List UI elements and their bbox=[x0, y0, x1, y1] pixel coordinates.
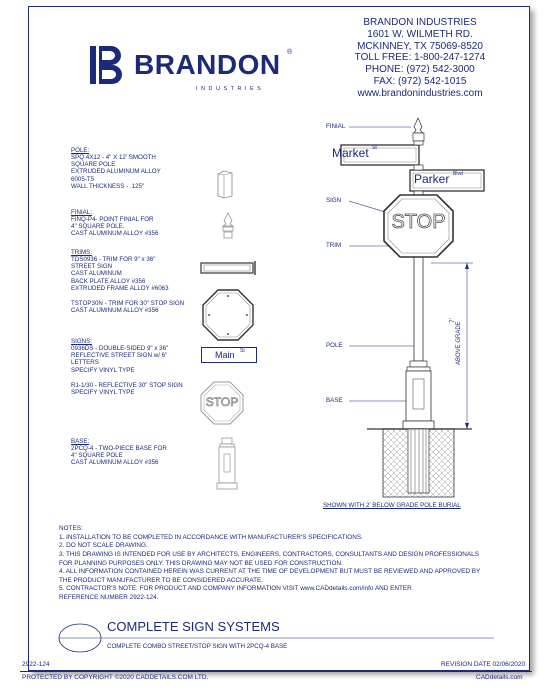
footer-divider bbox=[20, 671, 532, 672]
copyright-notice: PROTECTED BY COPYRIGHT ©2020 CADDETAILS.COM LTD. bbox=[22, 674, 209, 681]
note-line: 4. ALL INFORMATION CONTAINED HEREIN WAS CURRENT AT THE TIME OF DEVELOPMENT BUT MUST BE REVIEWED AND APPROVED BY bbox=[59, 568, 481, 576]
base-spec bbox=[71, 438, 167, 467]
spec-line: LETTERS bbox=[71, 359, 99, 367]
sign-assembly-drawing bbox=[307, 107, 497, 507]
logo-subtitle: INDUSTRIES bbox=[196, 86, 265, 92]
trims-spec bbox=[71, 249, 184, 314]
spec-line: SPECIFY VINYL TYPE bbox=[71, 366, 135, 374]
note-line: 2. DO NOT SCALE DRAWING. bbox=[59, 542, 148, 550]
title-block-title: COMPLETE SIGN SYSTEMS bbox=[107, 619, 280, 634]
note-line: THE PRODUCT MANUFACTURER TO BE CONSIDERED ACCURATE. bbox=[59, 576, 264, 584]
street-sign-parker-suffix: Blvd bbox=[453, 171, 463, 177]
two-piece-base-icon bbox=[215, 437, 239, 491]
street-sign-market-text: Market bbox=[332, 146, 369, 160]
company-info bbox=[335, 17, 505, 100]
signs-spec-header: SIGNS: bbox=[71, 338, 92, 345]
spec-line: TDS0936 - TRIM FOR 9" x 36" bbox=[71, 256, 156, 264]
pole-label: POLE bbox=[326, 342, 343, 349]
company-line: MCKINNEY, TX 75069-8520 bbox=[357, 40, 483, 52]
spec-line: STREET SIGN bbox=[71, 263, 113, 271]
street-sign-trim-icon bbox=[200, 260, 258, 276]
stop-sign-icon bbox=[200, 381, 244, 425]
spec-line: 4" SQUARE POLE. bbox=[71, 223, 125, 231]
finial-spec-header: FINIAL: bbox=[71, 209, 92, 216]
logo-registered-mark: ® bbox=[287, 49, 293, 56]
height-dimension-value: 7' bbox=[449, 318, 456, 323]
brandon-logo bbox=[84, 43, 304, 99]
reference-number: 2922-124 bbox=[22, 661, 50, 668]
notes-header: NOTES: bbox=[59, 525, 83, 532]
finial-label: FINIAL bbox=[326, 123, 346, 130]
square-pole-icon bbox=[215, 169, 235, 199]
spec-line: REFLECTIVE STREET SIGN w/ 6" bbox=[71, 352, 168, 360]
trims-spec-header: TRIMS: bbox=[71, 249, 92, 256]
note-line: 3. THIS DRAWING IS INTENDED FOR USE BY ARCHITECTS, ENGINEERS, CONTRACTORS, CONSULTANTS AND DESIGN PROFESSIONALS bbox=[59, 550, 479, 558]
main-street-sign-icon bbox=[201, 347, 257, 363]
stop-trim-icon bbox=[201, 288, 255, 342]
spec-line: SQUARE POLE bbox=[71, 161, 116, 169]
note-line: REFERENCE NUMBER 2922-124. bbox=[59, 594, 159, 602]
spec-line: CAST ALUMINUM ALLOY #356 bbox=[71, 459, 159, 467]
pole-spec bbox=[71, 147, 161, 190]
spec-line: CAST ALUMINUM ALLOY #356 bbox=[71, 230, 159, 238]
logo-wordmark: BRANDON bbox=[134, 49, 281, 80]
spec-line: FINQ-P4- POINT FINIAL FOR bbox=[71, 216, 154, 224]
drawing-sheet bbox=[28, 6, 530, 671]
burial-caption: SHOWN WITH 2' BELOW GRADE POLE BURIAL bbox=[323, 502, 461, 509]
spec-line: WALL THICKNESS - .125" bbox=[71, 182, 145, 190]
spec-line: TSTOP30N - TRIM FOR 30" STOP SIGN bbox=[71, 299, 185, 307]
company-line: 1601 W. WILMETH RD. bbox=[367, 28, 473, 40]
pole-spec-header: POLE: bbox=[71, 147, 90, 154]
finial-spec bbox=[71, 209, 158, 238]
general-notes bbox=[59, 525, 480, 603]
company-line: BRANDON INDUSTRIES bbox=[363, 17, 477, 28]
signs-spec bbox=[71, 338, 183, 396]
base-label: BASE bbox=[326, 397, 343, 404]
spec-line: CAST ALUMINUM bbox=[71, 270, 122, 278]
brandon-logo-icon bbox=[84, 43, 128, 87]
spec-line: CAST ALUMINUM ALLOY #356 bbox=[71, 306, 159, 314]
main-sign-text: Main bbox=[215, 350, 235, 360]
caddetails-link[interactable]: CADdetails.com bbox=[476, 674, 523, 681]
company-line: TOLL FREE: 1-800-247-1274 bbox=[354, 52, 486, 64]
spec-line: SPQ 4X12 - 4" X 12' SMOOTH bbox=[71, 154, 156, 162]
note-line: 5. CONTRACTOR'S NOTE: FOR PRODUCT AND COMPANY INFORMATION VISIT www.CADdetails.com/info AND ENTER bbox=[59, 585, 412, 593]
spec-line: 4" SQUARE POLE bbox=[71, 452, 123, 460]
stop-icon-text: STOP bbox=[205, 395, 239, 409]
spec-line: EXTRUDED ALUMINUM ALLOY bbox=[71, 168, 161, 176]
main-sign-suffix: St bbox=[240, 348, 245, 354]
company-line: www.brandonindustries.com bbox=[357, 87, 483, 99]
street-sign-parker-text: Parker bbox=[414, 172, 450, 186]
note-line: 1. INSTALLATION TO BE COMPLETED IN ACCORDANCE WITH MANUFACTURER'S SPECIFICATIONS. bbox=[59, 533, 363, 541]
base-spec-header: BASE: bbox=[71, 438, 90, 445]
revision-date: REVISION DATE 02/06/2020 bbox=[441, 661, 526, 668]
company-line: PHONE: (972) 542-3000 bbox=[365, 64, 475, 76]
title-block-subtitle: COMPLETE COMBO STREET/STOP SIGN WITH 2PCQ-4 BASE bbox=[107, 643, 288, 650]
spec-line: EXTRUDED FRAME ALLOY #6063 bbox=[71, 284, 169, 292]
note-line: FOR PLANNING PURPOSES ONLY. THIS DRAWING MAY NOT BE USED FOR CONSTRUCTION. bbox=[59, 559, 343, 567]
spec-line: SPECIFY VINYL TYPE bbox=[71, 388, 135, 396]
stop-sign-text: STOP bbox=[391, 211, 446, 233]
height-dimension-label: ABOVE GRADE bbox=[456, 321, 462, 365]
point-finial-icon bbox=[220, 212, 236, 240]
sign-label: SIGN bbox=[326, 197, 342, 204]
spec-line: 0936DS - DOUBLE-SIDED 9" x 36" bbox=[71, 345, 169, 353]
street-sign-market-suffix: St bbox=[372, 145, 377, 151]
spec-line: BACK PLATE ALLOY #356 bbox=[71, 277, 146, 285]
spec-line: 2PCQ-4 - TWO-PIECE BASE FOR bbox=[71, 445, 167, 453]
spec-line: R1-1/30 - REFLECTIVE 30" STOP SIGN bbox=[71, 381, 183, 389]
company-line: FAX: (972) 542-1015 bbox=[373, 75, 467, 87]
trim-label: TRIM bbox=[326, 242, 342, 249]
spec-line: 6005-T5 bbox=[71, 175, 95, 183]
